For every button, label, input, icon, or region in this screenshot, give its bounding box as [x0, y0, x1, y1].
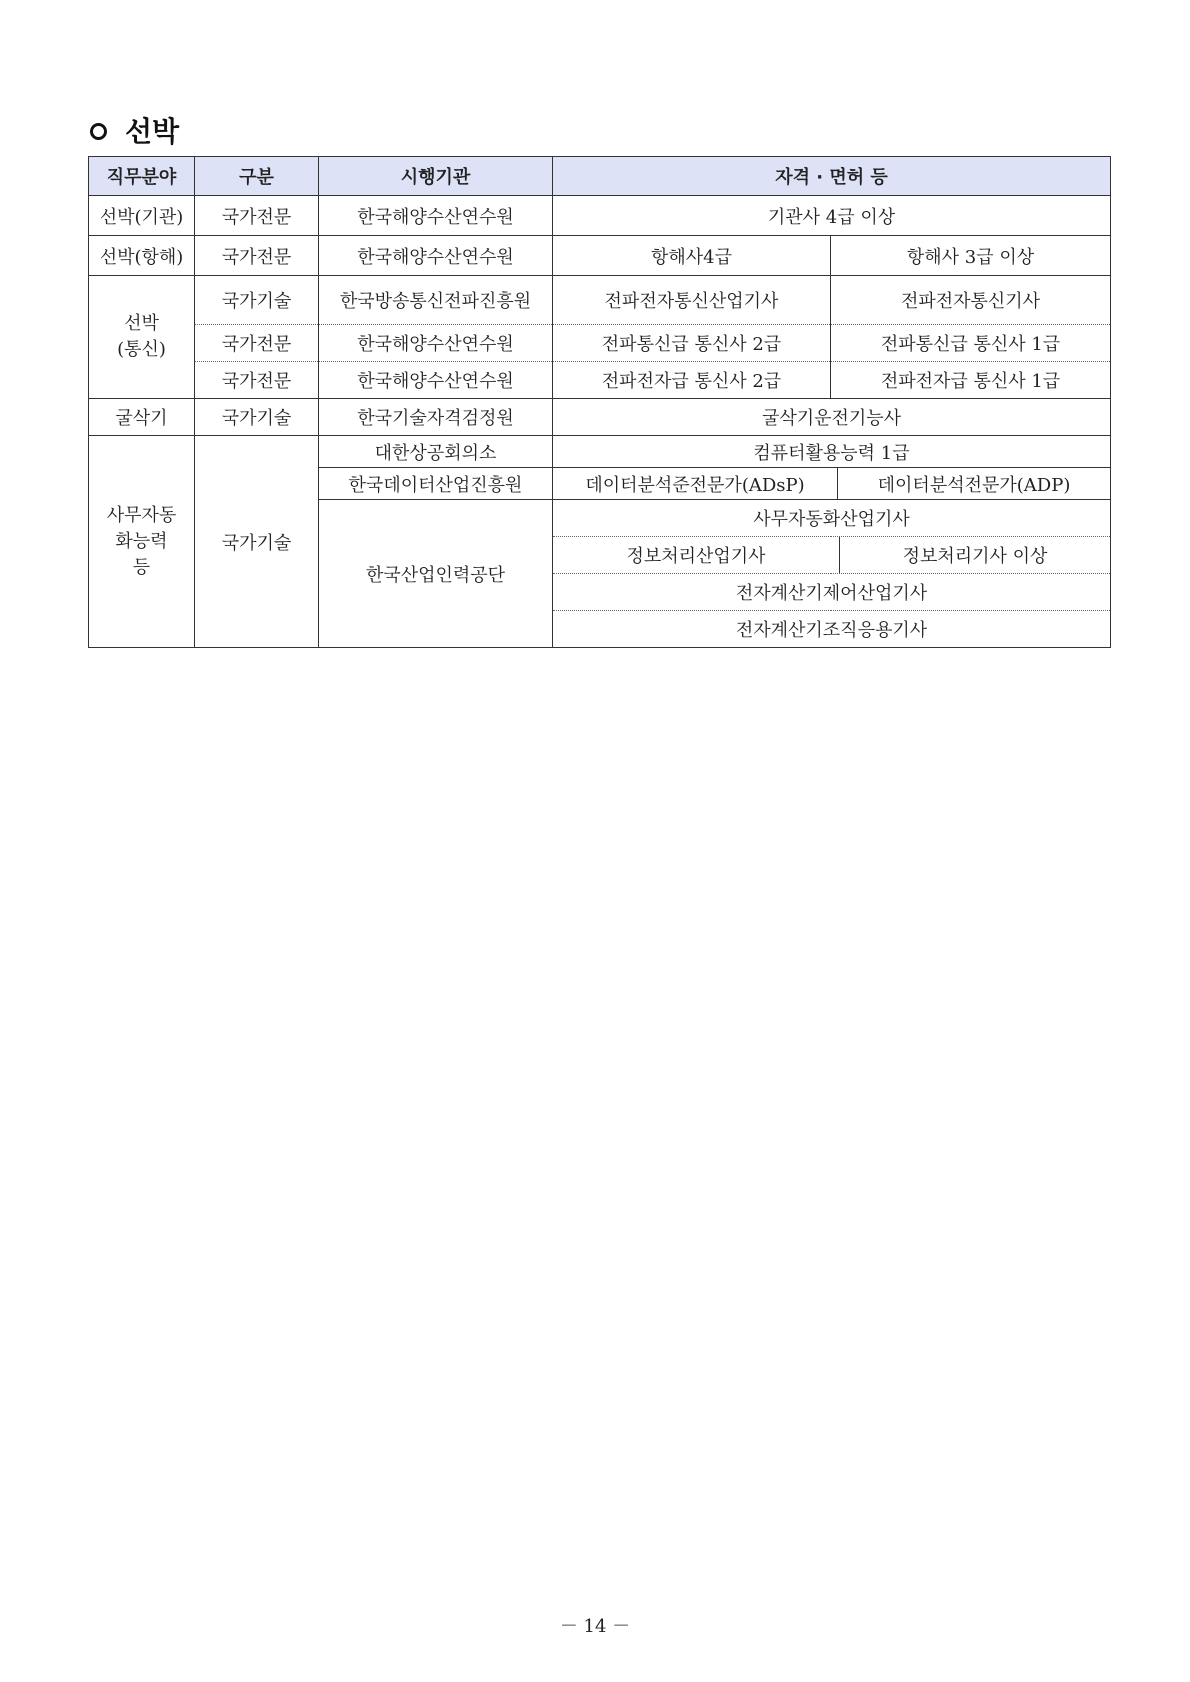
cert-cell: 항해사 3급 이상 [831, 236, 1111, 276]
cert-cell: 전파전자급 통신사 1급 [831, 362, 1111, 399]
cert-cell: 기관사 4급 이상 [553, 196, 1111, 236]
org-cell: 한국기술자격검정원 [319, 399, 553, 436]
header-org: 시행기관 [319, 157, 553, 196]
field-cell: 굴삭기 [89, 399, 195, 436]
cert-cell: 굴삭기운전기능사 [553, 399, 1111, 436]
cert-cell: 전파통신급 통신사 2급 [553, 325, 831, 362]
cert-cell: 전자계산기제어산업기사 [553, 574, 1111, 611]
cert-cell: 전자계산기조직응용기사 [553, 611, 1111, 648]
cert-cell: 데이터분석준전문가(ADsP) [553, 468, 838, 499]
org-cell: 한국해양수산연수원 [319, 236, 553, 276]
type-cell: 국가전문 [195, 196, 319, 236]
table-row [89, 436, 1111, 468]
org-cell: 한국해양수산연수원 [319, 325, 553, 362]
type-cell: 국가전문 [195, 236, 319, 276]
cert-cell: 전파전자통신기사 [831, 276, 1111, 325]
section-heading [90, 110, 179, 150]
cert-split-cell [553, 537, 1111, 574]
org-cell: 한국해양수산연수원 [319, 196, 553, 236]
cert-cell: 항해사4급 [553, 236, 831, 276]
circle-bullet-icon [90, 123, 107, 140]
cert-cell: 정보처리산업기사 [553, 537, 840, 573]
type-cell: 국가기술 [195, 399, 319, 436]
field-line: 화능력 [115, 530, 168, 552]
page-number: － 14 － [559, 1616, 631, 1637]
table-header-row [89, 157, 1111, 196]
org-cell: 한국해양수산연수원 [319, 362, 553, 399]
cert-split [553, 537, 1110, 573]
cert-cell: 컴퓨터활용능력 1급 [553, 436, 1111, 468]
cert-cell: 전파전자급 통신사 2급 [553, 362, 831, 399]
table-row [89, 236, 1111, 276]
field-line: 등 [132, 556, 151, 578]
cert-cell: 전파전자통신산업기사 [553, 276, 831, 325]
field-cell [89, 276, 195, 399]
qualification-table [88, 156, 1111, 648]
table-row [89, 276, 1111, 325]
org-cell: 한국산업인력공단 [319, 500, 553, 648]
table-row [89, 196, 1111, 236]
org-cell: 한국방송통신전파진흥원 [319, 276, 553, 325]
field-cell: 선박(항해) [89, 236, 195, 276]
type-cell: 국가기술 [195, 436, 319, 648]
header-field: 직무분야 [89, 157, 195, 196]
field-cell [89, 436, 195, 648]
table-row [89, 362, 1111, 399]
field-cell: 선박(기관) [89, 196, 195, 236]
field-line: (통신) [117, 339, 166, 360]
org-cell: 한국데이터산업진흥원 [319, 468, 553, 500]
type-cell: 국가전문 [195, 362, 319, 399]
header-type: 구분 [195, 157, 319, 196]
type-cell: 국가전문 [195, 325, 319, 362]
table-row [89, 399, 1111, 436]
cert-split-cell [553, 468, 1111, 500]
table-row [89, 325, 1111, 362]
cert-cell: 사무자동화산업기사 [553, 500, 1111, 537]
org-cell: 대한상공회의소 [319, 436, 553, 468]
cert-cell: 전파통신급 통신사 1급 [831, 325, 1111, 362]
type-cell: 국가기술 [195, 276, 319, 325]
header-cert: 자격 · 면허 등 [553, 157, 1111, 196]
field-line: 사무자동 [106, 504, 177, 526]
cert-split [553, 468, 1110, 499]
cert-cell: 정보처리기사 이상 [902, 546, 1048, 567]
section-title: 선박 [125, 115, 180, 148]
field-line: 선박 [124, 313, 159, 334]
cert-cell: 데이터분석전문가(ADP) [877, 474, 1071, 496]
